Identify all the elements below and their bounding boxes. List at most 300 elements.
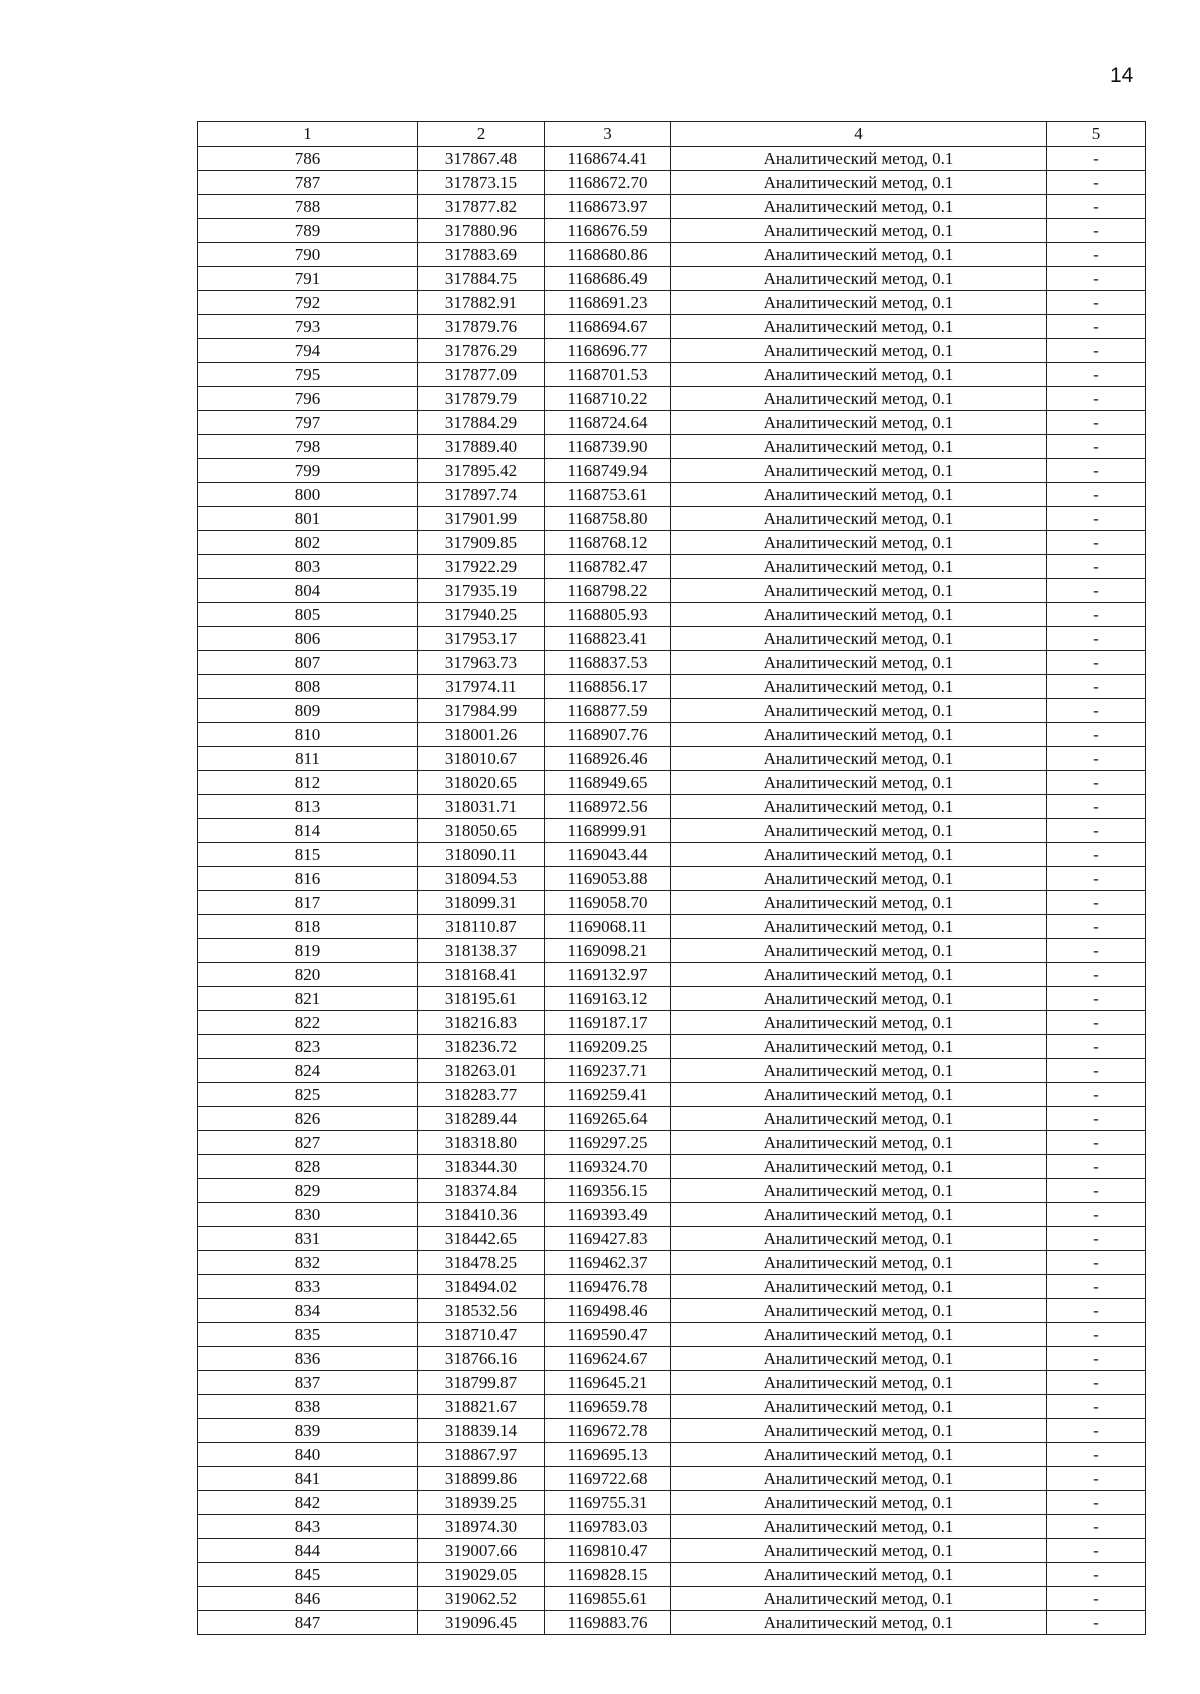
page-number: 14 bbox=[1110, 64, 1134, 87]
y-coordinate-cell: 1168673.97 bbox=[545, 195, 671, 219]
y-coordinate-cell: 1168856.17 bbox=[545, 675, 671, 699]
method-cell: Аналитический метод, 0.1 bbox=[671, 915, 1047, 939]
y-coordinate-cell: 1169695.13 bbox=[545, 1443, 671, 1467]
method-cell: Аналитический метод, 0.1 bbox=[671, 1155, 1047, 1179]
method-cell: Аналитический метод, 0.1 bbox=[671, 651, 1047, 675]
point-number-cell: 808 bbox=[198, 675, 418, 699]
y-coordinate-cell: 1168753.61 bbox=[545, 483, 671, 507]
point-number-cell: 807 bbox=[198, 651, 418, 675]
point-number-cell: 838 bbox=[198, 1395, 418, 1419]
note-cell: - bbox=[1047, 1179, 1146, 1203]
x-coordinate-cell: 318410.36 bbox=[418, 1203, 545, 1227]
point-number-cell: 811 bbox=[198, 747, 418, 771]
method-cell: Аналитический метод, 0.1 bbox=[671, 363, 1047, 387]
method-cell: Аналитический метод, 0.1 bbox=[671, 1611, 1047, 1635]
note-cell: - bbox=[1047, 1611, 1146, 1635]
point-number-cell: 799 bbox=[198, 459, 418, 483]
x-coordinate-cell: 318138.37 bbox=[418, 939, 545, 963]
y-coordinate-cell: 1169237.71 bbox=[545, 1059, 671, 1083]
method-cell: Аналитический метод, 0.1 bbox=[671, 219, 1047, 243]
method-cell: Аналитический метод, 0.1 bbox=[671, 1347, 1047, 1371]
table-row bbox=[198, 147, 1146, 171]
y-coordinate-cell: 1168680.86 bbox=[545, 243, 671, 267]
point-number-cell: 831 bbox=[198, 1227, 418, 1251]
table-row bbox=[198, 1419, 1146, 1443]
x-coordinate-cell: 318050.65 bbox=[418, 819, 545, 843]
note-cell: - bbox=[1047, 1083, 1146, 1107]
table-row bbox=[198, 411, 1146, 435]
point-number-cell: 802 bbox=[198, 531, 418, 555]
y-coordinate-cell: 1169356.15 bbox=[545, 1179, 671, 1203]
note-cell: - bbox=[1047, 291, 1146, 315]
point-number-cell: 829 bbox=[198, 1179, 418, 1203]
point-number-cell: 823 bbox=[198, 1035, 418, 1059]
point-number-cell: 791 bbox=[198, 267, 418, 291]
point-number-cell: 810 bbox=[198, 723, 418, 747]
point-number-cell: 844 bbox=[198, 1539, 418, 1563]
method-cell: Аналитический метод, 0.1 bbox=[671, 1035, 1047, 1059]
y-coordinate-cell: 1168926.46 bbox=[545, 747, 671, 771]
x-coordinate-cell: 318799.87 bbox=[418, 1371, 545, 1395]
table-row bbox=[198, 483, 1146, 507]
table-row bbox=[198, 531, 1146, 555]
table-row bbox=[198, 291, 1146, 315]
y-coordinate-cell: 1169259.41 bbox=[545, 1083, 671, 1107]
note-cell: - bbox=[1047, 1563, 1146, 1587]
point-number-cell: 847 bbox=[198, 1611, 418, 1635]
x-coordinate-cell: 317889.40 bbox=[418, 435, 545, 459]
point-number-cell: 826 bbox=[198, 1107, 418, 1131]
table-row bbox=[198, 963, 1146, 987]
note-cell: - bbox=[1047, 1131, 1146, 1155]
x-coordinate-cell: 318374.84 bbox=[418, 1179, 545, 1203]
table-row bbox=[198, 579, 1146, 603]
x-coordinate-cell: 319007.66 bbox=[418, 1539, 545, 1563]
y-coordinate-cell: 1169393.49 bbox=[545, 1203, 671, 1227]
note-cell: - bbox=[1047, 339, 1146, 363]
y-coordinate-cell: 1168676.59 bbox=[545, 219, 671, 243]
method-cell: Аналитический метод, 0.1 bbox=[671, 1059, 1047, 1083]
point-number-cell: 801 bbox=[198, 507, 418, 531]
method-cell: Аналитический метод, 0.1 bbox=[671, 243, 1047, 267]
note-cell: - bbox=[1047, 1059, 1146, 1083]
y-coordinate-cell: 1168877.59 bbox=[545, 699, 671, 723]
table-row bbox=[198, 1083, 1146, 1107]
note-cell: - bbox=[1047, 1155, 1146, 1179]
table-row bbox=[198, 555, 1146, 579]
column-header: 3 bbox=[545, 122, 671, 147]
table-row bbox=[198, 939, 1146, 963]
y-coordinate-cell: 1169427.83 bbox=[545, 1227, 671, 1251]
y-coordinate-cell: 1169187.17 bbox=[545, 1011, 671, 1035]
table-row bbox=[198, 1491, 1146, 1515]
note-cell: - bbox=[1047, 147, 1146, 171]
x-coordinate-cell: 317922.29 bbox=[418, 555, 545, 579]
table-body bbox=[198, 122, 1146, 1635]
method-cell: Аналитический метод, 0.1 bbox=[671, 531, 1047, 555]
note-cell: - bbox=[1047, 363, 1146, 387]
table-row bbox=[198, 435, 1146, 459]
table-row bbox=[198, 987, 1146, 1011]
y-coordinate-cell: 1169209.25 bbox=[545, 1035, 671, 1059]
y-coordinate-cell: 1169132.97 bbox=[545, 963, 671, 987]
table-row bbox=[198, 219, 1146, 243]
method-cell: Аналитический метод, 0.1 bbox=[671, 723, 1047, 747]
x-coordinate-cell: 318442.65 bbox=[418, 1227, 545, 1251]
point-number-cell: 815 bbox=[198, 843, 418, 867]
method-cell: Аналитический метод, 0.1 bbox=[671, 1371, 1047, 1395]
table-row bbox=[198, 363, 1146, 387]
x-coordinate-cell: 317880.96 bbox=[418, 219, 545, 243]
y-coordinate-cell: 1169163.12 bbox=[545, 987, 671, 1011]
table-row bbox=[198, 915, 1146, 939]
y-coordinate-cell: 1168768.12 bbox=[545, 531, 671, 555]
method-cell: Аналитический метод, 0.1 bbox=[671, 843, 1047, 867]
note-cell: - bbox=[1047, 1203, 1146, 1227]
method-cell: Аналитический метод, 0.1 bbox=[671, 1083, 1047, 1107]
y-coordinate-cell: 1169476.78 bbox=[545, 1275, 671, 1299]
method-cell: Аналитический метод, 0.1 bbox=[671, 1539, 1047, 1563]
x-coordinate-cell: 317882.91 bbox=[418, 291, 545, 315]
method-cell: Аналитический метод, 0.1 bbox=[671, 603, 1047, 627]
y-coordinate-cell: 1169883.76 bbox=[545, 1611, 671, 1635]
y-coordinate-cell: 1169265.64 bbox=[545, 1107, 671, 1131]
point-number-cell: 832 bbox=[198, 1251, 418, 1275]
point-number-cell: 825 bbox=[198, 1083, 418, 1107]
method-cell: Аналитический метод, 0.1 bbox=[671, 1323, 1047, 1347]
y-coordinate-cell: 1168805.93 bbox=[545, 603, 671, 627]
x-coordinate-cell: 317974.11 bbox=[418, 675, 545, 699]
y-coordinate-cell: 1168739.90 bbox=[545, 435, 671, 459]
method-cell: Аналитический метод, 0.1 bbox=[671, 747, 1047, 771]
note-cell: - bbox=[1047, 1227, 1146, 1251]
y-coordinate-cell: 1168749.94 bbox=[545, 459, 671, 483]
table-header-row bbox=[198, 122, 1146, 147]
point-number-cell: 793 bbox=[198, 315, 418, 339]
table-row bbox=[198, 795, 1146, 819]
y-coordinate-cell: 1169828.15 bbox=[545, 1563, 671, 1587]
note-cell: - bbox=[1047, 795, 1146, 819]
method-cell: Аналитический метод, 0.1 bbox=[671, 1275, 1047, 1299]
x-coordinate-cell: 318344.30 bbox=[418, 1155, 545, 1179]
point-number-cell: 789 bbox=[198, 219, 418, 243]
x-coordinate-cell: 317963.73 bbox=[418, 651, 545, 675]
point-number-cell: 794 bbox=[198, 339, 418, 363]
table-row bbox=[198, 1155, 1146, 1179]
table-row bbox=[198, 603, 1146, 627]
method-cell: Аналитический метод, 0.1 bbox=[671, 1131, 1047, 1155]
method-cell: Аналитический метод, 0.1 bbox=[671, 555, 1047, 579]
table-row bbox=[198, 1203, 1146, 1227]
point-number-cell: 845 bbox=[198, 1563, 418, 1587]
point-number-cell: 837 bbox=[198, 1371, 418, 1395]
method-cell: Аналитический метод, 0.1 bbox=[671, 459, 1047, 483]
method-cell: Аналитический метод, 0.1 bbox=[671, 147, 1047, 171]
y-coordinate-cell: 1169722.68 bbox=[545, 1467, 671, 1491]
method-cell: Аналитический метод, 0.1 bbox=[671, 411, 1047, 435]
method-cell: Аналитический метод, 0.1 bbox=[671, 1587, 1047, 1611]
note-cell: - bbox=[1047, 723, 1146, 747]
point-number-cell: 820 bbox=[198, 963, 418, 987]
method-cell: Аналитический метод, 0.1 bbox=[671, 987, 1047, 1011]
note-cell: - bbox=[1047, 1275, 1146, 1299]
x-coordinate-cell: 318532.56 bbox=[418, 1299, 545, 1323]
note-cell: - bbox=[1047, 1467, 1146, 1491]
note-cell: - bbox=[1047, 1419, 1146, 1443]
method-cell: Аналитический метод, 0.1 bbox=[671, 1467, 1047, 1491]
x-coordinate-cell: 318974.30 bbox=[418, 1515, 545, 1539]
x-coordinate-cell: 317879.79 bbox=[418, 387, 545, 411]
x-coordinate-cell: 318939.25 bbox=[418, 1491, 545, 1515]
method-cell: Аналитический метод, 0.1 bbox=[671, 195, 1047, 219]
note-cell: - bbox=[1047, 1299, 1146, 1323]
method-cell: Аналитический метод, 0.1 bbox=[671, 1395, 1047, 1419]
note-cell: - bbox=[1047, 1443, 1146, 1467]
method-cell: Аналитический метод, 0.1 bbox=[671, 627, 1047, 651]
note-cell: - bbox=[1047, 435, 1146, 459]
table-row bbox=[198, 1539, 1146, 1563]
note-cell: - bbox=[1047, 243, 1146, 267]
point-number-cell: 846 bbox=[198, 1587, 418, 1611]
table-row bbox=[198, 891, 1146, 915]
table-row bbox=[198, 315, 1146, 339]
table-row bbox=[198, 819, 1146, 843]
x-coordinate-cell: 317876.29 bbox=[418, 339, 545, 363]
x-coordinate-cell: 319029.05 bbox=[418, 1563, 545, 1587]
table-row bbox=[198, 1443, 1146, 1467]
y-coordinate-cell: 1169058.70 bbox=[545, 891, 671, 915]
note-cell: - bbox=[1047, 1251, 1146, 1275]
note-cell: - bbox=[1047, 747, 1146, 771]
note-cell: - bbox=[1047, 987, 1146, 1011]
note-cell: - bbox=[1047, 699, 1146, 723]
x-coordinate-cell: 318031.71 bbox=[418, 795, 545, 819]
note-cell: - bbox=[1047, 843, 1146, 867]
table-row bbox=[198, 1347, 1146, 1371]
point-number-cell: 842 bbox=[198, 1491, 418, 1515]
table-row bbox=[198, 1587, 1146, 1611]
y-coordinate-cell: 1169297.25 bbox=[545, 1131, 671, 1155]
x-coordinate-cell: 317901.99 bbox=[418, 507, 545, 531]
y-coordinate-cell: 1168823.41 bbox=[545, 627, 671, 651]
y-coordinate-cell: 1168694.67 bbox=[545, 315, 671, 339]
table-row bbox=[198, 1323, 1146, 1347]
point-number-cell: 797 bbox=[198, 411, 418, 435]
x-coordinate-cell: 318494.02 bbox=[418, 1275, 545, 1299]
y-coordinate-cell: 1168837.53 bbox=[545, 651, 671, 675]
table-row bbox=[198, 243, 1146, 267]
x-coordinate-cell: 318110.87 bbox=[418, 915, 545, 939]
y-coordinate-cell: 1168691.23 bbox=[545, 291, 671, 315]
point-number-cell: 828 bbox=[198, 1155, 418, 1179]
method-cell: Аналитический метод, 0.1 bbox=[671, 1011, 1047, 1035]
note-cell: - bbox=[1047, 1347, 1146, 1371]
note-cell: - bbox=[1047, 1107, 1146, 1131]
x-coordinate-cell: 318289.44 bbox=[418, 1107, 545, 1131]
x-coordinate-cell: 318001.26 bbox=[418, 723, 545, 747]
note-cell: - bbox=[1047, 387, 1146, 411]
method-cell: Аналитический метод, 0.1 bbox=[671, 867, 1047, 891]
x-coordinate-cell: 317884.75 bbox=[418, 267, 545, 291]
x-coordinate-cell: 318195.61 bbox=[418, 987, 545, 1011]
x-coordinate-cell: 318899.86 bbox=[418, 1467, 545, 1491]
point-number-cell: 803 bbox=[198, 555, 418, 579]
x-coordinate-cell: 318318.80 bbox=[418, 1131, 545, 1155]
point-number-cell: 827 bbox=[198, 1131, 418, 1155]
point-number-cell: 795 bbox=[198, 363, 418, 387]
x-coordinate-cell: 317897.74 bbox=[418, 483, 545, 507]
y-coordinate-cell: 1169645.21 bbox=[545, 1371, 671, 1395]
y-coordinate-cell: 1169624.67 bbox=[545, 1347, 671, 1371]
y-coordinate-cell: 1168798.22 bbox=[545, 579, 671, 603]
note-cell: - bbox=[1047, 267, 1146, 291]
note-cell: - bbox=[1047, 603, 1146, 627]
table-row bbox=[198, 1035, 1146, 1059]
x-coordinate-cell: 318099.31 bbox=[418, 891, 545, 915]
x-coordinate-cell: 318010.67 bbox=[418, 747, 545, 771]
note-cell: - bbox=[1047, 555, 1146, 579]
x-coordinate-cell: 317883.69 bbox=[418, 243, 545, 267]
y-coordinate-cell: 1169590.47 bbox=[545, 1323, 671, 1347]
method-cell: Аналитический метод, 0.1 bbox=[671, 1515, 1047, 1539]
note-cell: - bbox=[1047, 651, 1146, 675]
table-row bbox=[198, 1371, 1146, 1395]
y-coordinate-cell: 1169462.37 bbox=[545, 1251, 671, 1275]
point-number-cell: 843 bbox=[198, 1515, 418, 1539]
note-cell: - bbox=[1047, 1587, 1146, 1611]
note-cell: - bbox=[1047, 819, 1146, 843]
x-coordinate-cell: 318867.97 bbox=[418, 1443, 545, 1467]
y-coordinate-cell: 1168674.41 bbox=[545, 147, 671, 171]
point-number-cell: 804 bbox=[198, 579, 418, 603]
method-cell: Аналитический метод, 0.1 bbox=[671, 1227, 1047, 1251]
x-coordinate-cell: 317877.09 bbox=[418, 363, 545, 387]
note-cell: - bbox=[1047, 219, 1146, 243]
note-cell: - bbox=[1047, 1371, 1146, 1395]
x-coordinate-cell: 317953.17 bbox=[418, 627, 545, 651]
table-row bbox=[198, 747, 1146, 771]
column-header: 4 bbox=[671, 122, 1047, 147]
y-coordinate-cell: 1168672.70 bbox=[545, 171, 671, 195]
x-coordinate-cell: 318094.53 bbox=[418, 867, 545, 891]
point-number-cell: 787 bbox=[198, 171, 418, 195]
table-row bbox=[198, 1059, 1146, 1083]
point-number-cell: 792 bbox=[198, 291, 418, 315]
table-row bbox=[198, 1251, 1146, 1275]
table-row bbox=[198, 651, 1146, 675]
point-number-cell: 821 bbox=[198, 987, 418, 1011]
note-cell: - bbox=[1047, 1491, 1146, 1515]
note-cell: - bbox=[1047, 963, 1146, 987]
point-number-cell: 839 bbox=[198, 1419, 418, 1443]
x-coordinate-cell: 318236.72 bbox=[418, 1035, 545, 1059]
method-cell: Аналитический метод, 0.1 bbox=[671, 315, 1047, 339]
note-cell: - bbox=[1047, 915, 1146, 939]
y-coordinate-cell: 1168701.53 bbox=[545, 363, 671, 387]
table-row bbox=[198, 867, 1146, 891]
method-cell: Аналитический метод, 0.1 bbox=[671, 1251, 1047, 1275]
table-row bbox=[198, 1107, 1146, 1131]
y-coordinate-cell: 1169659.78 bbox=[545, 1395, 671, 1419]
note-cell: - bbox=[1047, 171, 1146, 195]
method-cell: Аналитический метод, 0.1 bbox=[671, 435, 1047, 459]
point-number-cell: 796 bbox=[198, 387, 418, 411]
method-cell: Аналитический метод, 0.1 bbox=[671, 339, 1047, 363]
method-cell: Аналитический метод, 0.1 bbox=[671, 771, 1047, 795]
y-coordinate-cell: 1168949.65 bbox=[545, 771, 671, 795]
table-row bbox=[198, 699, 1146, 723]
table-row bbox=[198, 1131, 1146, 1155]
table-row bbox=[198, 387, 1146, 411]
table-row bbox=[198, 1179, 1146, 1203]
x-coordinate-cell: 317909.85 bbox=[418, 531, 545, 555]
x-coordinate-cell: 318710.47 bbox=[418, 1323, 545, 1347]
table-row bbox=[198, 1563, 1146, 1587]
method-cell: Аналитический метод, 0.1 bbox=[671, 579, 1047, 603]
y-coordinate-cell: 1169783.03 bbox=[545, 1515, 671, 1539]
point-number-cell: 806 bbox=[198, 627, 418, 651]
y-coordinate-cell: 1168724.64 bbox=[545, 411, 671, 435]
x-coordinate-cell: 318090.11 bbox=[418, 843, 545, 867]
y-coordinate-cell: 1168907.76 bbox=[545, 723, 671, 747]
y-coordinate-cell: 1169855.61 bbox=[545, 1587, 671, 1611]
table-row bbox=[198, 1611, 1146, 1635]
point-number-cell: 819 bbox=[198, 939, 418, 963]
table-row bbox=[198, 1515, 1146, 1539]
method-cell: Аналитический метод, 0.1 bbox=[671, 1563, 1047, 1587]
point-number-cell: 814 bbox=[198, 819, 418, 843]
point-number-cell: 835 bbox=[198, 1323, 418, 1347]
table-row bbox=[198, 771, 1146, 795]
point-number-cell: 813 bbox=[198, 795, 418, 819]
column-header: 1 bbox=[198, 122, 418, 147]
table-row bbox=[198, 1011, 1146, 1035]
note-cell: - bbox=[1047, 459, 1146, 483]
point-number-cell: 790 bbox=[198, 243, 418, 267]
x-coordinate-cell: 318263.01 bbox=[418, 1059, 545, 1083]
point-number-cell: 805 bbox=[198, 603, 418, 627]
x-coordinate-cell: 318839.14 bbox=[418, 1419, 545, 1443]
y-coordinate-cell: 1169498.46 bbox=[545, 1299, 671, 1323]
y-coordinate-cell: 1169068.11 bbox=[545, 915, 671, 939]
point-number-cell: 788 bbox=[198, 195, 418, 219]
x-coordinate-cell: 318283.77 bbox=[418, 1083, 545, 1107]
method-cell: Аналитический метод, 0.1 bbox=[671, 1419, 1047, 1443]
x-coordinate-cell: 317873.15 bbox=[418, 171, 545, 195]
table-row bbox=[198, 1467, 1146, 1491]
y-coordinate-cell: 1169053.88 bbox=[545, 867, 671, 891]
note-cell: - bbox=[1047, 579, 1146, 603]
note-cell: - bbox=[1047, 1395, 1146, 1419]
table-row bbox=[198, 267, 1146, 291]
table-row bbox=[198, 843, 1146, 867]
note-cell: - bbox=[1047, 939, 1146, 963]
note-cell: - bbox=[1047, 627, 1146, 651]
method-cell: Аналитический метод, 0.1 bbox=[671, 699, 1047, 723]
note-cell: - bbox=[1047, 411, 1146, 435]
point-number-cell: 817 bbox=[198, 891, 418, 915]
table-row bbox=[198, 723, 1146, 747]
x-coordinate-cell: 317877.82 bbox=[418, 195, 545, 219]
point-number-cell: 800 bbox=[198, 483, 418, 507]
table-row bbox=[198, 1275, 1146, 1299]
table-row bbox=[198, 1395, 1146, 1419]
x-coordinate-cell: 319096.45 bbox=[418, 1611, 545, 1635]
table-row bbox=[198, 1299, 1146, 1323]
method-cell: Аналитический метод, 0.1 bbox=[671, 795, 1047, 819]
point-number-cell: 816 bbox=[198, 867, 418, 891]
table-row bbox=[198, 339, 1146, 363]
